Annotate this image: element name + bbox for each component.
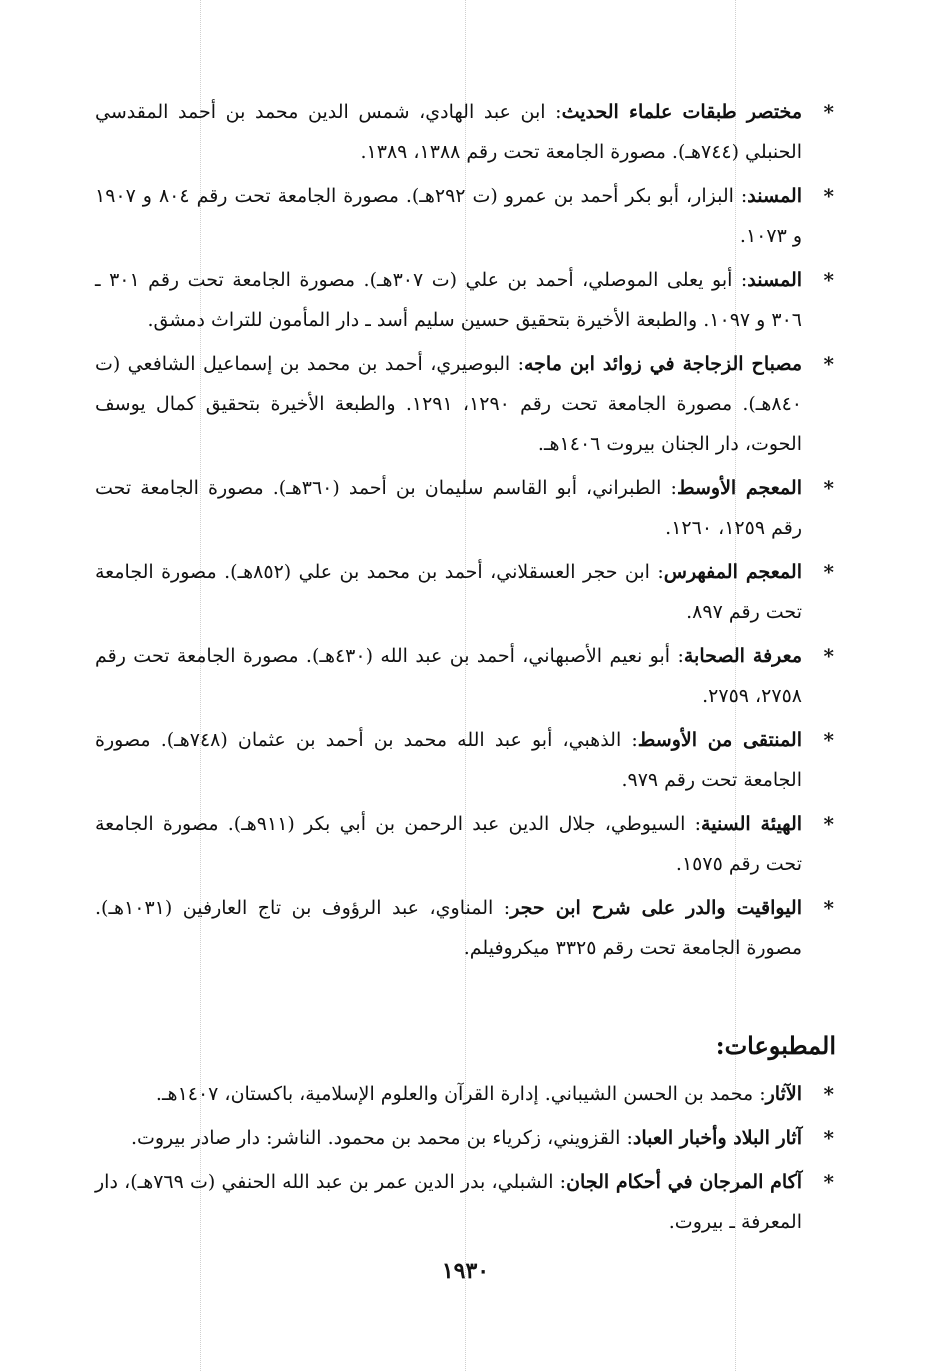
bibliography-entry [95, 804, 836, 884]
bullet-star-icon: * [823, 644, 834, 668]
bibliography-entry [95, 1074, 836, 1114]
bullet-star-icon: * [823, 560, 834, 584]
bibliography-entry [95, 344, 836, 464]
entry-details: : السيوطي، جلال الدين عبد الرحمن بن أبي بكر (٩١١هـ). مصورة الجامعة تحت رقم ١٥٧٥. [95, 813, 802, 875]
entry-title: المنتقى من الأوسط [637, 729, 802, 751]
bullet-star-icon: * [823, 184, 834, 208]
printed-heading: المطبوعات: [715, 1031, 836, 1060]
bullet-star-icon: * [823, 1082, 834, 1106]
entry-title: المعجم المفهرس [663, 561, 802, 583]
entry-details: : أبو يعلى الموصلي، أحمد بن علي (ت ٣٠٧هـ). مصورة الجامعة تحت رقم ٣٠١ ـ ٣٠٦ و ١٠٩٧. والطبعة الأخيرة بتحقيق حسين سليم أسد ـ دار المأمون للتراث دمشق. [95, 269, 802, 331]
bibliography-entry [95, 260, 836, 340]
bibliography-entry [95, 552, 836, 632]
entry-details: : البوصيري، أحمد بن محمد بن إسماعيل الشافعي (ت ٨٤٠هـ). مصورة الجامعة تحت رقم ١٢٩٠، ١٢٩١. والطبعة الأخيرة بتحقيق كمال يوسف الحوت، دار الجنان بيروت ١٤٠٦هـ. [95, 353, 803, 455]
entry-details: : الشبلي، بدر الدين عمر بن عبد الله الحنفي (ت ٧٦٩هـ)، دار المعرفة ـ بيروت. [95, 1171, 802, 1233]
entry-title: المعجم الأوسط [676, 477, 802, 499]
entry-details: : الذهبي، أبو عبد الله محمد بن أحمد بن عثمان (٧٤٨هـ). مصورة الجامعة تحت رقم ٩٧٩. [95, 729, 802, 791]
bibliography-entry [95, 1162, 836, 1242]
bullet-star-icon: * [823, 1170, 834, 1194]
entry-details: : البزار، أبو بكر أحمد بن عمرو (ت ٢٩٢هـ). مصورة الجامعة تحت رقم ٨٠٤ و ١٩٠٧ و ١٠٧٣. [95, 185, 802, 247]
bibliography-entry [95, 92, 836, 172]
bullet-star-icon: * [823, 268, 834, 292]
entry-details: : أبو نعيم الأصبهاني، أحمد بن عبد الله (٤٣٠هـ). مصورة الجامعة تحت رقم ٢٧٥٨، ٢٧٥٩. [95, 645, 802, 707]
bibliography-entry [95, 888, 836, 968]
entry-details: : القزويني، زكرياء بن محمد بن محمود. الناشر: دار صادر بيروت. [130, 1127, 633, 1149]
entry-details: : الطبراني، أبو القاسم سليمان بن أحمد (٣٦٠هـ). مصورة الجامعة تحت رقم ١٢٥٩، ١٢٦٠. [95, 477, 802, 539]
bullet-star-icon: * [823, 476, 834, 500]
bibliography-entry [95, 1118, 836, 1158]
entry-details: : المناوي، عبد الرؤوف بن تاج العارفين (١٠٣١هـ). مصورة الجامعة تحت رقم ٣٣٢٥ ميكروفيلم. [95, 897, 802, 959]
entry-details: : ابن عبد الهادي، شمس الدين محمد بن أحمد المقدسي الحنبلي (٧٤٤هـ). مصورة الجامعة تحت رقم ١٣٨٨، ١٣٨٩. [95, 101, 802, 163]
entry-details: : محمد بن الحسن الشيباني. إدارة القرآن والعلوم الإسلامية، باكستان، ١٤٠٧هـ. [155, 1083, 766, 1105]
entry-title: الآثار [765, 1083, 802, 1105]
printed-list [95, 1074, 836, 1242]
page-number: ١٩٣٠ [441, 1258, 490, 1284]
bullet-star-icon: * [823, 352, 834, 376]
entry-title: مصباح الزجاجة في زوائد ابن ماجه [523, 353, 802, 375]
bullet-star-icon: * [823, 100, 834, 124]
entry-title: مختصر طبقات علماء الحديث [561, 101, 802, 123]
entry-title: آثار البلاد وأخبار العباد [632, 1127, 802, 1149]
bibliography-entry [95, 468, 836, 548]
bibliography-entry [95, 176, 836, 256]
bibliography-entry [95, 636, 836, 716]
bullet-star-icon: * [823, 1126, 834, 1150]
entry-details: : ابن حجر العسقلاني، أحمد بن محمد بن علي (٨٥٢هـ). مصورة الجامعة تحت رقم ٨٩٧. [95, 561, 802, 623]
bullet-star-icon: * [823, 896, 834, 920]
entry-title: المسند [747, 269, 803, 291]
bullet-star-icon: * [823, 728, 834, 752]
entry-title: معرفة الصحابة [683, 645, 802, 667]
entry-title: الهيئة السنية [701, 813, 803, 835]
entry-title: المسند [747, 185, 802, 207]
bibliography-entry [95, 720, 836, 800]
bibliography-content [95, 92, 836, 1246]
entry-title: اليواقيت والدر على شرح ابن حجر [510, 897, 802, 919]
manuscripts-list [95, 92, 836, 968]
bullet-star-icon: * [823, 812, 834, 836]
entry-title: آكام المرجان في أحكام الجان [566, 1171, 802, 1193]
